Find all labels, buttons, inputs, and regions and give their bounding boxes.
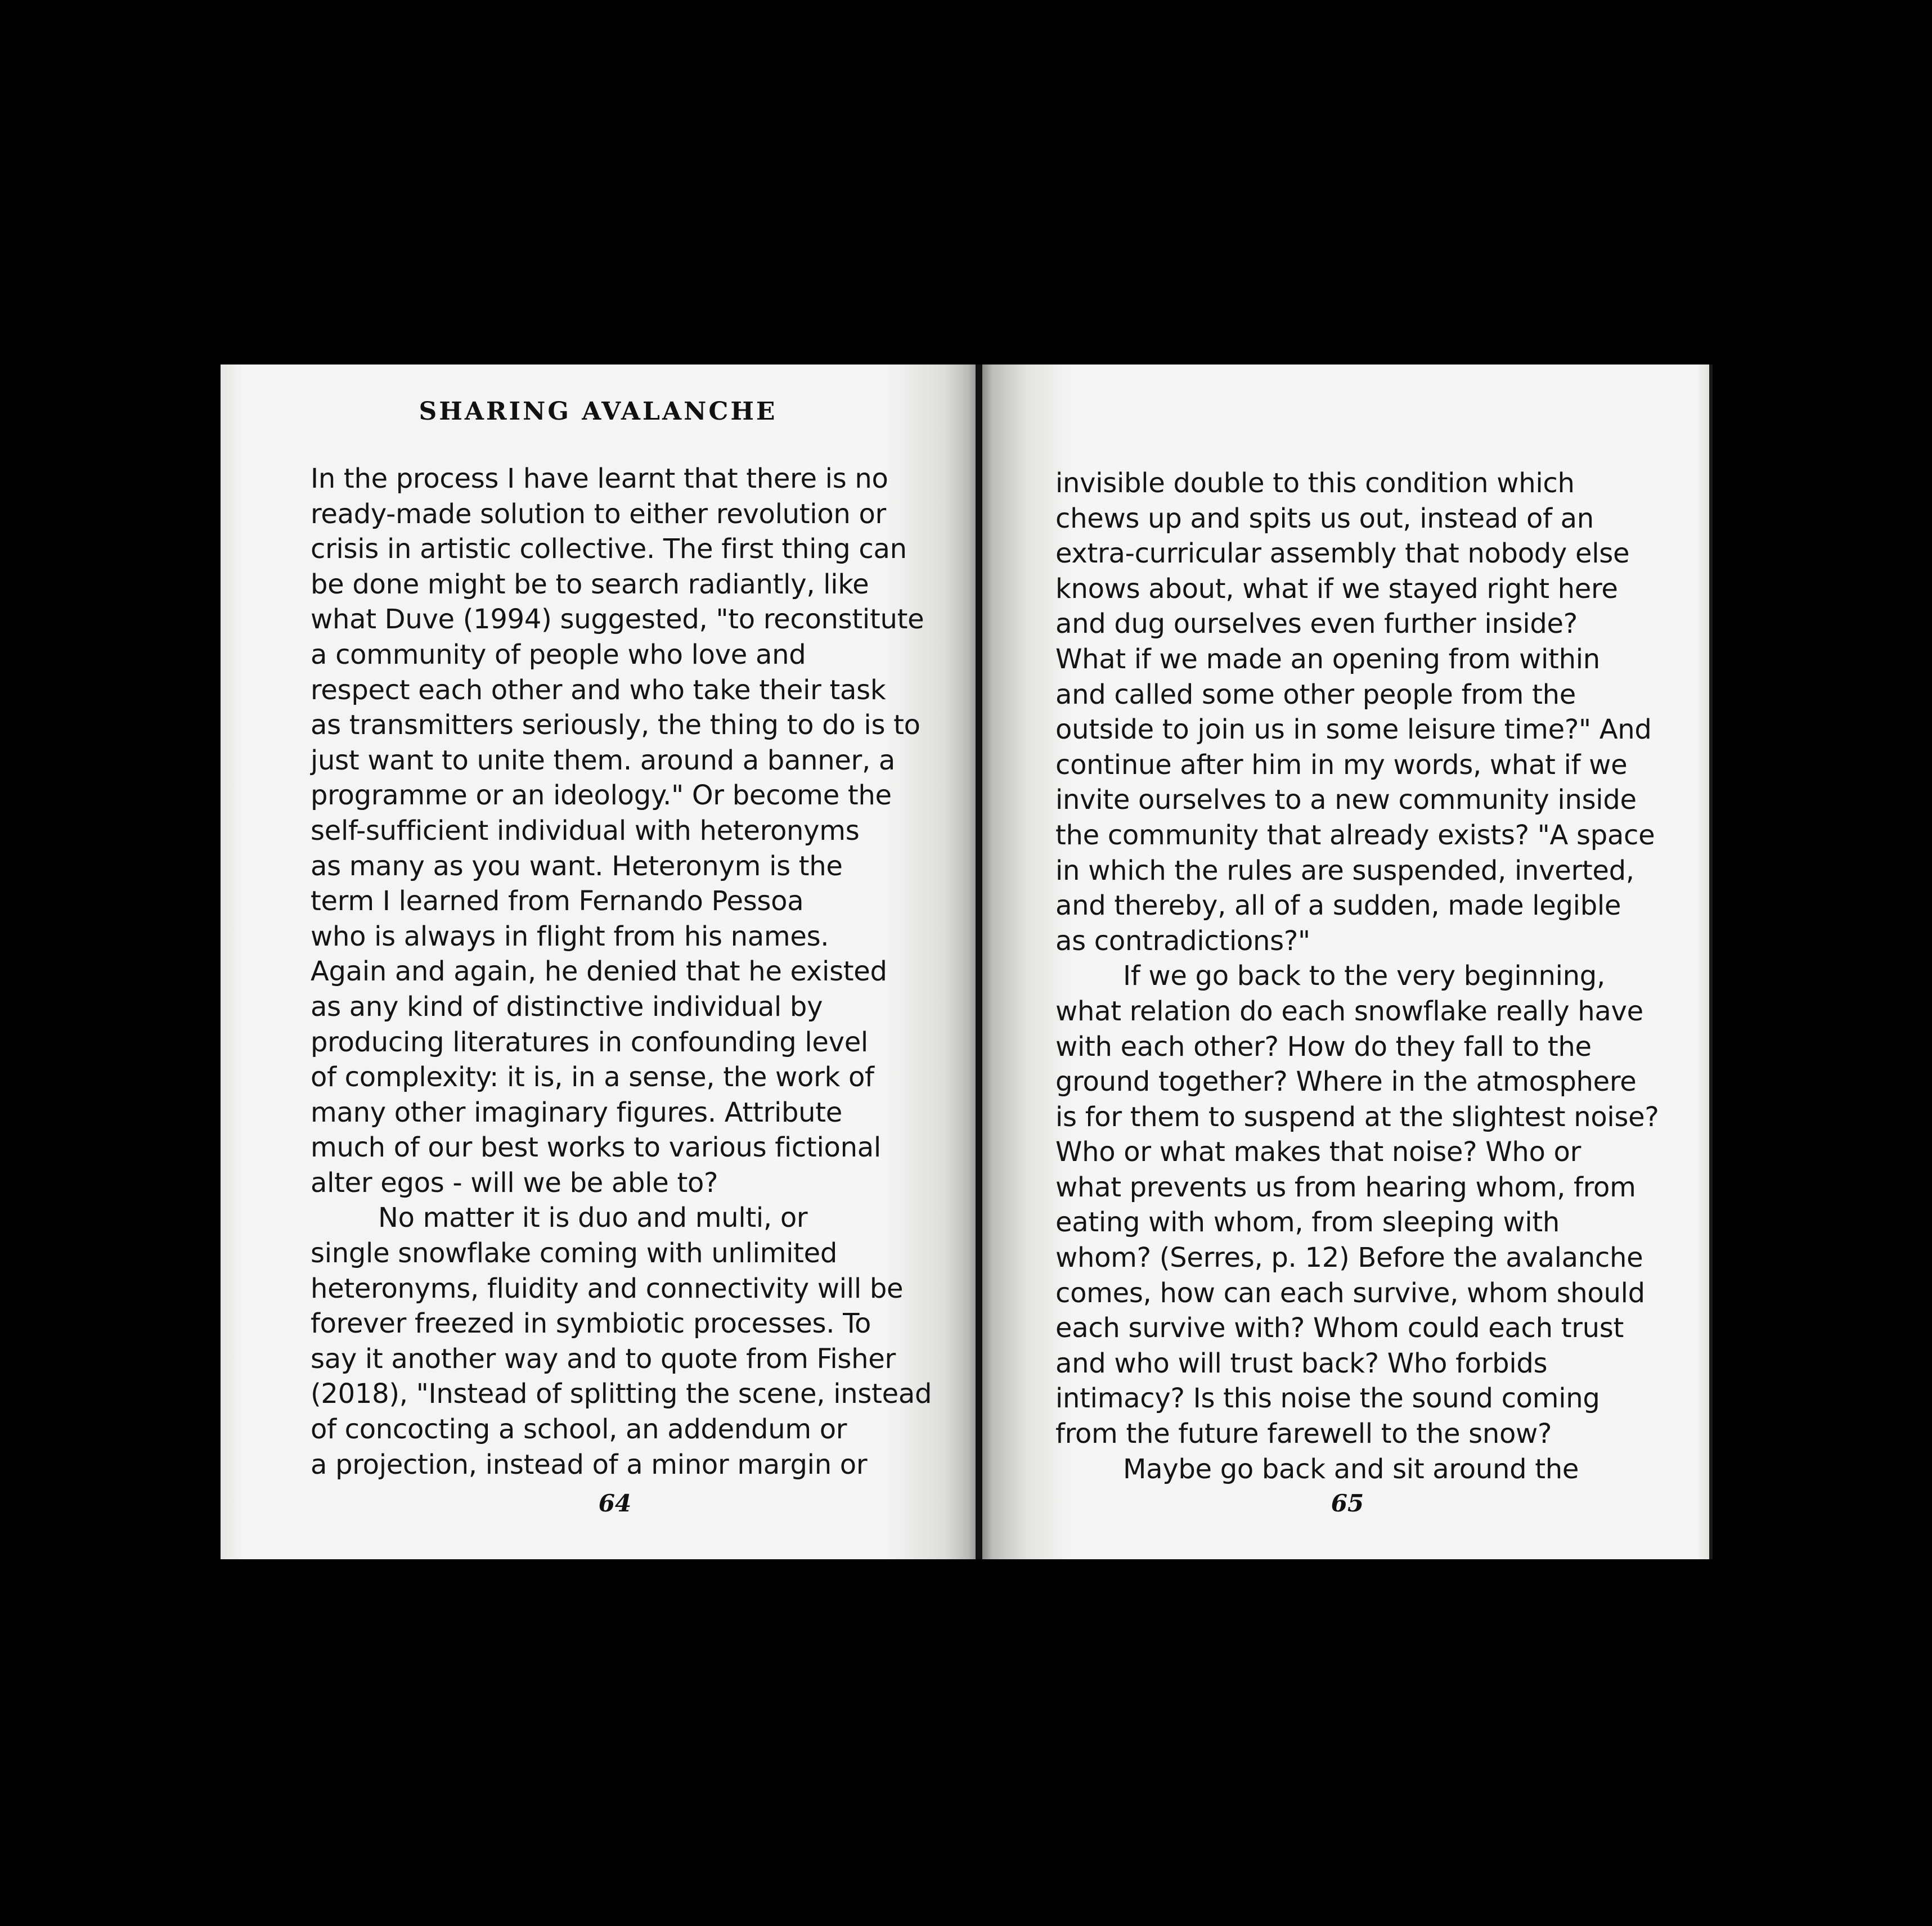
text-line: chews up and spits us out, instead of an [1055, 502, 1594, 534]
text-line: crisis in artistic collective. The first thing can [311, 533, 907, 565]
text-line: what relation do each snowflake really have [1055, 995, 1643, 1027]
text-line: programme or an ideology." Or become the [311, 780, 892, 812]
text-line: is for them to suspend at the slightest noise? [1055, 1101, 1659, 1133]
text-line: and dug ourselves even further inside? [1055, 608, 1578, 640]
text-line: from the future farewell to the snow? [1055, 1418, 1552, 1450]
text-line: If we go back to the very beginning, [1123, 960, 1605, 992]
text-line: of complexity: it is, in a sense, the work of [311, 1061, 874, 1094]
text-line: eating with whom, from sleeping with [1055, 1207, 1560, 1239]
text-line: as contradictions?" [1055, 925, 1310, 957]
text-line: many other imaginary figures. Attribute [311, 1096, 843, 1128]
text-line: extra-curricular assembly that nobody else [1055, 538, 1630, 570]
text-line: term I learned from Fernando Pessoa [311, 885, 804, 917]
text-line: what Duve (1994) suggested, "to reconstitute [311, 604, 924, 636]
book-gutter [976, 364, 982, 1559]
text-line: ground together? Where in the atmosphere [1055, 1066, 1637, 1098]
text-line: of concocting a school, an addendum or [311, 1414, 847, 1446]
text-line: what prevents us from hearing whom, from [1055, 1171, 1636, 1203]
text-line: self-sufficient individual with heteronyms [311, 814, 860, 847]
right-page-edge [1709, 364, 1713, 1559]
text-line: a projection, instead of a minor margin or [311, 1448, 868, 1480]
text-line: No matter it is duo and multi, or [378, 1202, 808, 1234]
text-line: in which the rules are suspended, inverted, [1055, 854, 1634, 886]
text-line: intimacy? Is this noise the sound coming [1055, 1383, 1600, 1415]
running-head: SHARING AVALANCHE [419, 397, 778, 426]
text-line: as any kind of distinctive individual by [311, 991, 823, 1023]
text-line: producing literatures in confounding level [311, 1026, 868, 1058]
left-page [221, 364, 976, 1559]
text-line: respect each other and who take their task [311, 674, 886, 706]
text-line: as transmitters seriously, the thing to do is to [311, 709, 920, 741]
text-line: What if we made an opening from within [1055, 643, 1600, 675]
page-number-left: 64 [598, 1490, 632, 1517]
text-line: In the process I have learnt that there is no [311, 463, 888, 494]
text-line: who is always in flight from his names. [311, 920, 829, 952]
text-line: Maybe go back and sit around the [1123, 1453, 1579, 1485]
text-line: single snowflake coming with unlimited [311, 1238, 838, 1270]
text-line: with each other? How do they fall to the [1055, 1030, 1592, 1063]
text-line: and thereby, all of a sudden, made legible [1055, 890, 1621, 922]
text-line: (2018), "Instead of splitting the scene, instead [311, 1378, 932, 1410]
text-line: outside to join us in some leisure time?" And [1055, 714, 1652, 746]
text-line: say it another way and to quote from Fisher [311, 1343, 896, 1375]
text-line: a community of people who love and [311, 638, 806, 670]
text-line: invisible double to this condition which [1055, 467, 1575, 499]
text-line: ready-made solution to either revolution or [311, 498, 886, 530]
text-line: Who or what makes that noise? Who or [1055, 1136, 1581, 1168]
right-page [982, 364, 1713, 1559]
page-number-right: 65 [1331, 1490, 1364, 1517]
text-line: and called some other people from the [1055, 678, 1576, 710]
text-line: forever freezed in symbiotic processes. To [311, 1308, 871, 1340]
text-line: and who will trust back? Who forbids [1055, 1347, 1548, 1379]
text-line: each survive with? Whom could each trust [1055, 1312, 1624, 1344]
text-line: comes, how can each survive, whom should [1055, 1277, 1645, 1309]
text-line: alter egos - will we be able to? [311, 1167, 718, 1199]
text-line: as many as you want. Heteronym is the [311, 850, 843, 882]
right-page-body-text [1055, 466, 1663, 1487]
text-line: Again and again, he denied that he existed [311, 956, 887, 988]
text-line: just want to unite them. around a banner, a [311, 744, 896, 776]
text-line: be done might be to search radiantly, like [311, 568, 869, 600]
text-line: invite ourselves to a new community inside [1055, 784, 1637, 816]
text-line: continue after him in my words, what if we [1055, 749, 1628, 781]
text-line: whom? (Serres, p. 12) Before the avalanche [1055, 1242, 1643, 1274]
text-line: much of our best works to various fictional [311, 1132, 881, 1164]
text-line: knows about, what if we stayed right here [1055, 573, 1618, 605]
text-line: heteronyms, fluidity and connectivity will be [311, 1272, 904, 1304]
left-page-body-text [311, 461, 932, 1482]
text-line: the community that already exists? "A space [1055, 819, 1655, 851]
